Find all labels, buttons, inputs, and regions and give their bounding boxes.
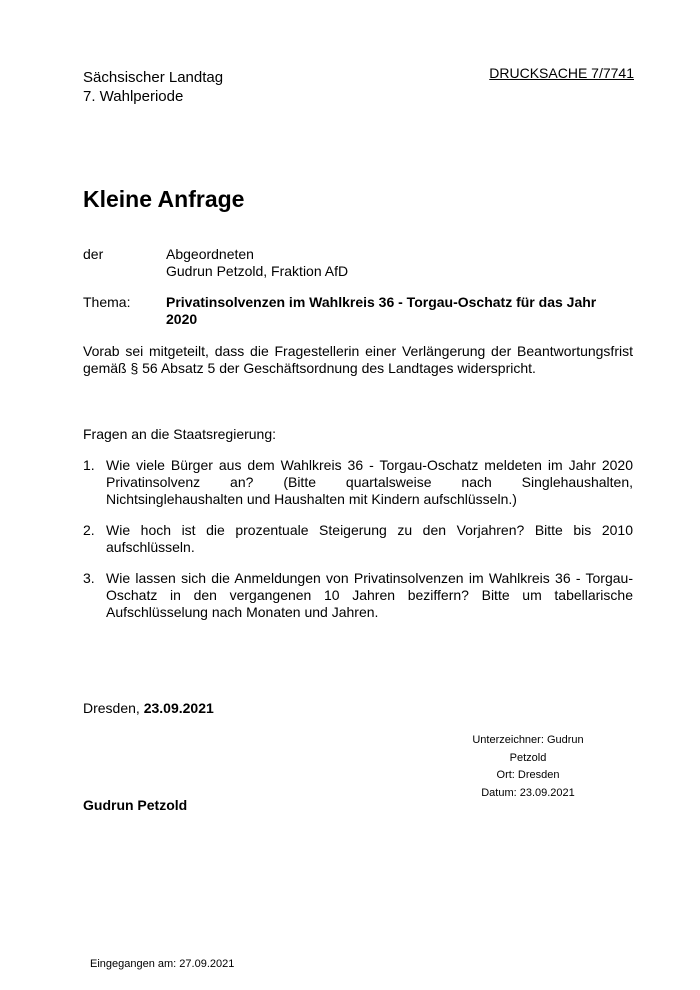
place: Dresden,: [83, 700, 140, 716]
signature-name: Gudrun Petzold: [83, 797, 188, 813]
der-label: der: [83, 246, 104, 262]
drucksache-number: DRUCKSACHE 7/7741: [489, 65, 634, 81]
question-text: Wie hoch ist die prozentuale Steigerung zu den Vorjahren? Bitte bis 2010 aufschlüsseln.: [106, 522, 633, 555]
date: 23.09.2021: [143, 700, 214, 716]
institution-name: Sächsischer Landtag: [83, 69, 224, 86]
author-role: Abgeordneten: [166, 246, 254, 262]
signature-signer-cont: Petzold: [509, 751, 547, 764]
question-number: 1.: [83, 457, 95, 473]
received-date: Eingegangen am: 27.09.2021: [90, 958, 235, 970]
signature-signer: Unterzeichner: Gudrun: [472, 734, 584, 746]
signature-date: Datum: 23.09.2021: [481, 786, 575, 799]
place-date: [83, 700, 214, 717]
question-number: 3.: [83, 570, 95, 586]
question-text: Wie lassen sich die Anmeldungen von Privatinsolvenzen im Wahlkreis 36 - Torgau-Oschatz in den vergangenen 10 Jahren beziffern? Bitte um tabellarische Aufschlüsselung nach Monaten und Jahren.: [106, 570, 633, 620]
questions-heading: Fragen an die Staatsregierung:: [83, 426, 277, 442]
intro-paragraph: Vorab sei mitgeteilt, dass die Fragestellerin einer Verlängerung der Beantwortungsfrist gemäß § 56 Absatz 5 der Geschäftsordnung des Landtages widerspricht.: [83, 343, 633, 376]
question-text: Wie viele Bürger aus dem Wahlkreis 36 - Torgau-Oschatz meldeten im Jahr 2020 Privatinsolvenz an? (Bitte quartalsweise nach Singlehaushalten, Nichtsinglehaushalten und Haushalten mit Kindern aufschlüsseln.): [106, 457, 633, 507]
author-line: Gudrun Petzold, Fraktion AfD: [166, 263, 349, 279]
thema-label: Thema:: [83, 294, 131, 310]
thema-line-2: 2020: [166, 311, 198, 327]
legislative-period: 7. Wahlperiode: [83, 88, 184, 105]
document-title: Kleine Anfrage: [83, 186, 245, 212]
thema-line-1: Privatinsolvenzen im Wahlkreis 36 - Torgau-Oschatz für das Jahr: [166, 294, 597, 310]
question-number: 2.: [83, 522, 95, 538]
signature-place: Ort: Dresden: [496, 769, 560, 781]
signature-block: [462, 732, 594, 802]
